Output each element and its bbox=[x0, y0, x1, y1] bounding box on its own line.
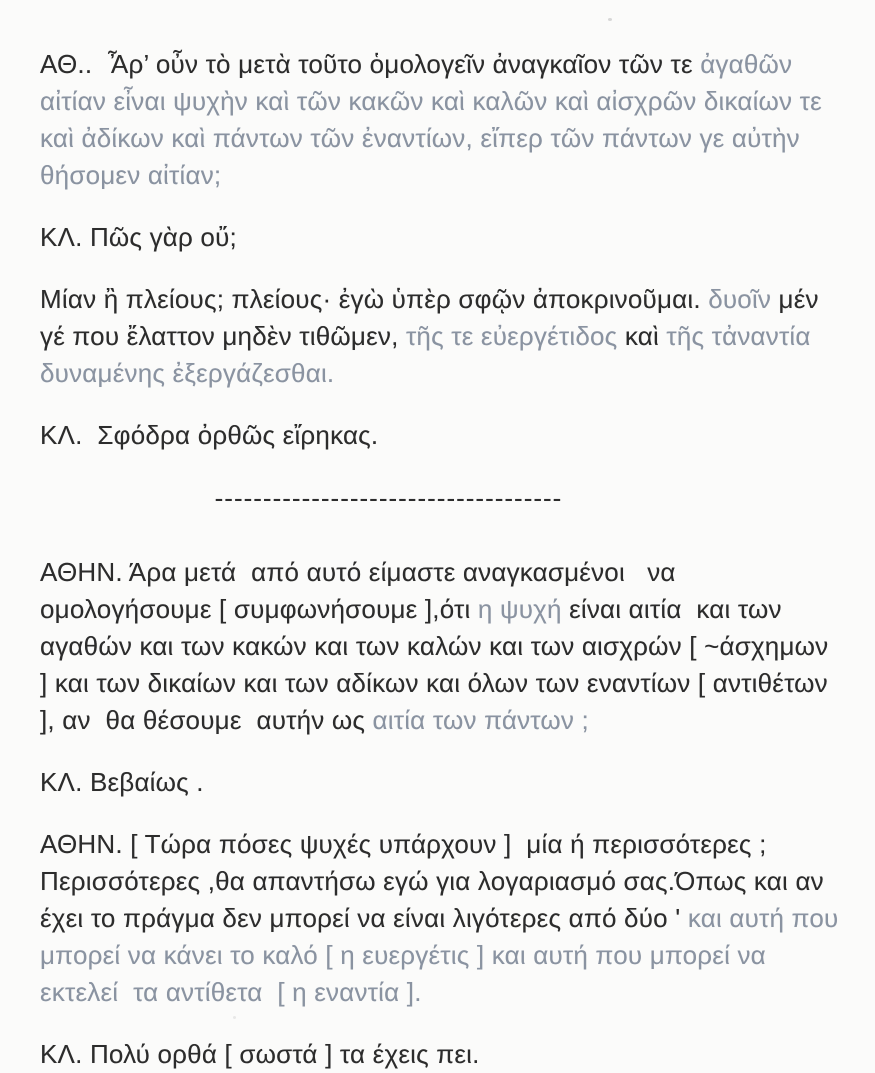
text-segment: τῆς τἀναντία δυναμένης ἐξεργάζεσθαι. bbox=[40, 321, 819, 388]
section-divider bbox=[0, 483, 789, 513]
paragraph-ancient-athenian-1 bbox=[40, 46, 841, 194]
text-segment: Μίαν ἢ πλείους; πλείους· ἐγὼ ὑπὲρ σφῷν ἀποκρινοῦμαι. bbox=[40, 284, 709, 314]
text-segment: ἀγαθῶν αἰτίαν εἶναι ψυχὴν καὶ τῶν κακῶν καὶ καλῶν καὶ αἰσχρῶν δικαίων τε καὶ ἀδίκων καὶ πάντων τῶν ἐναντίων, εἴπερ τῶν πάντων γε αὐτὴν θήσομεν αἰτίαν; bbox=[40, 49, 830, 190]
scan-speck bbox=[608, 18, 612, 21]
text-segment: ΑΘΗΝ. [ Τώρα πόσες ψυχές υπάρχουν ] μία ή περισσότερες ; Περισσότερες ,θα απαντήσω εγώ για λογαριασμό σας.Όπως και αν έχει το πράγμα δεν μπορεί να είναι λιγότερες από δύο ' bbox=[40, 829, 832, 933]
paragraph-ancient-athenian-2 bbox=[40, 281, 841, 392]
text-segment: δυοῖν bbox=[708, 284, 779, 314]
text-segment: και αυτή που μπορεί να κάνει το καλό [ η ευεργέτις ] και αυτή που μπορεί να εκτελεί τα αντίθετα [ η εναντία ]. bbox=[40, 903, 846, 1007]
text-segment: ΚΛ. Βεβαίως . bbox=[40, 767, 204, 797]
paragraph-modern-kleinias-1 bbox=[40, 764, 841, 801]
paragraph-modern-athenian-1 bbox=[40, 554, 841, 739]
text-segment: ΚΛ. Πῶς γὰρ οὔ; bbox=[40, 222, 237, 252]
paragraph-ancient-kleinias-2 bbox=[40, 417, 841, 454]
text-segment: ΑΘΗΝ. Άρα μετά από αυτό είμαστε αναγκασμένοι να ομολογήσουμε [ συμφωνήσουμε ],ότι bbox=[40, 557, 684, 624]
text-segment: αιτία των πάντων ; bbox=[372, 705, 589, 735]
text-segment: καὶ bbox=[624, 321, 667, 351]
text-segment: ΚΛ. Πολύ ορθά [ σωστά ] τα έχεις πει. bbox=[40, 1039, 480, 1069]
scan-speck bbox=[233, 1016, 236, 1019]
text-segment: ΚΛ. Σφόδρα ὀρθῶς εἴρηκας. bbox=[40, 420, 379, 450]
text-segment: τῆς τε εὐεργέτιδος bbox=[405, 321, 625, 351]
text-segment: μέν γέ που ἔλαττον μηδὲν τιθῶμεν, bbox=[40, 284, 827, 351]
paragraph-ancient-kleinias-1 bbox=[40, 219, 841, 256]
text-segment: είναι αιτία και των αγαθών και των κακών και των καλών και των αισχρών [ ~άσχημων ] και των δικαίων και των αδίκων και όλων των εναντίων [ αντιθέτων ], αν θα θέσουμε αυτήν ως bbox=[40, 594, 836, 735]
paragraph-modern-kleinias-2 bbox=[40, 1036, 841, 1073]
divider-dashes: ------------------------------------ bbox=[214, 483, 563, 513]
paragraph-modern-athenian-2 bbox=[40, 826, 846, 1011]
text-segment: η ψυχή bbox=[477, 594, 570, 624]
text-segment: ΑΘ.. Ἆρ’ οὖν τὸ μετὰ τοῦτο ὁμολογεῖν ἀναγκαῖον τῶν τε bbox=[40, 49, 701, 79]
